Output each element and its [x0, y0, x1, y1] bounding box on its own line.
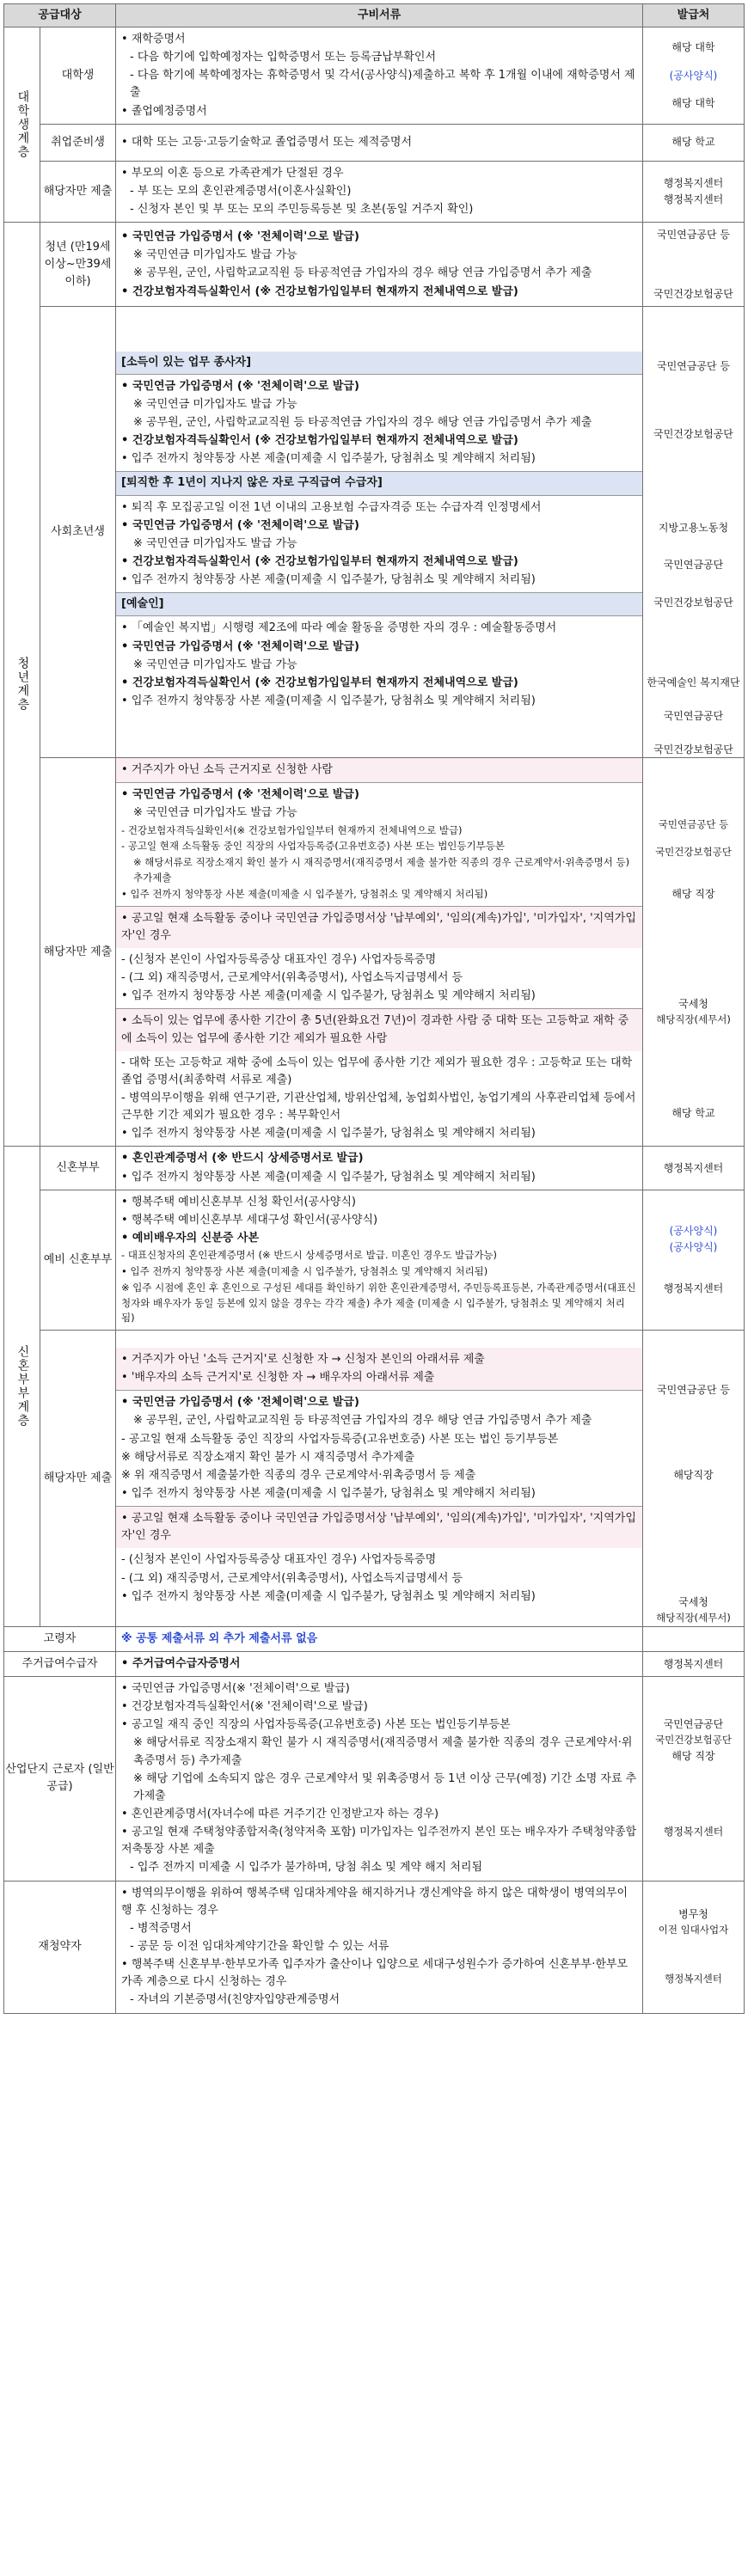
- issuer-cell: [643, 1331, 745, 1627]
- section-title: [예술인]: [116, 592, 642, 616]
- issuer: 행정복지센터: [663, 1657, 724, 1670]
- issuer: 행정복지센터: [663, 193, 724, 206]
- section-title: [소득이 있는 업무 종사자]: [116, 352, 642, 375]
- table-row: [4, 1190, 745, 1330]
- row-label: 주거급여수급자: [4, 1651, 116, 1676]
- doc-line: • 건강보험자격득실확인서 (※ 건강보험가입일부터 현재까지 전체내역으로 발급): [121, 676, 518, 689]
- issuer: 국민건강보험공단: [655, 1734, 732, 1747]
- docs-cell: [116, 758, 643, 1147]
- issuer-cell: [643, 307, 745, 758]
- docs-cell: [116, 1881, 643, 2013]
- row-label: 취업준비생: [40, 124, 116, 161]
- doc-line: - (신청자 본인이 사업자등록증상 대표자인 경우) 사업자등록증명: [121, 952, 437, 966]
- doc-line: • 공고일 재직 중인 직장의 사업자등록증(고유번호증) 사본 또는 법인등기부등본: [121, 1718, 511, 1732]
- docs-cell: [116, 1190, 643, 1330]
- doc-line: ※ 국민연금 미가입자도 발급 가능: [133, 248, 297, 262]
- header-issuer: 발급처: [643, 4, 745, 28]
- doc-line: ※ 공무원, 군인, 사립학교교직원 등 타공적연금 가입자의 경우 해당 연금 가입증명서 추가 제출: [133, 1414, 592, 1428]
- issuer-cell: [643, 124, 745, 161]
- issuer-cell: [643, 223, 745, 307]
- issuer: 국민연금공단 등: [658, 818, 729, 831]
- doc-line: ※ 해당서류로 직장소재지 확인 불가 시 재직증명서(재직증명서 제출 불가한 직종의 경우 근로계약서·위촉증명서 등) 추가제출: [133, 1736, 633, 1767]
- group-label-youth: 청년계층: [15, 657, 30, 713]
- doc-line: • '배우자의 소득 근거지'로 신청한 자 → 배우자의 아래서류 제출: [121, 1371, 435, 1385]
- issuer: 지방고용노동청: [658, 521, 729, 534]
- issuer: 해당 대학: [671, 97, 715, 110]
- issuer: 해당직장(세무서): [656, 1611, 731, 1624]
- doc-line: ※ 국민연금 미가입자도 발급 가능: [133, 536, 297, 550]
- table-row: [4, 1626, 745, 1651]
- issuer: 행정복지센터: [663, 1826, 724, 1839]
- doc-line: • 입주 전까지 청약통장 사본 제출(미제출 시 입주불가, 당첨취소 및 계약해지 처리됨): [121, 989, 536, 1003]
- row-label: 재청약자: [4, 1881, 116, 2013]
- doc-line: ※ 국민연금 미가입자도 발급 가능: [133, 806, 297, 820]
- issuer: 행정복지센터: [665, 1973, 722, 1986]
- doc-line: ※ 해당 기업에 소속되지 않은 경우 근로계약서 및 위촉증명서 등 1년 이상 근무(예정) 기간 소명 자료 추가제출: [133, 1771, 637, 1802]
- doc-line: - 건강보험자격득실확인서(※ 건강보험가입일부터 현재까지 전체내역으로 발급): [121, 823, 463, 836]
- doc-line: ※ 위 재직증명서 제출불가한 직종의 경우 근로계약서·위촉증명서 등 제출: [121, 1468, 476, 1482]
- issuer: 해당직장(세무서): [656, 1013, 731, 1025]
- doc-line: • 대학 또는 고등·고등기술학교 졸업증명서 또는 제적증명서: [121, 135, 413, 149]
- doc-line: • 부모의 이혼 등으로 가족관계가 단절된 경우: [121, 166, 344, 180]
- issuer: 국민연금공단: [663, 1718, 724, 1731]
- doc-line: • 거주지가 아닌 소득 근거지로 신청한 사람: [121, 763, 333, 777]
- issuer: 한국예술인 복지재단: [647, 676, 740, 689]
- issuer: 해당 학교: [671, 136, 715, 149]
- table-row: [4, 1677, 745, 1882]
- doc-line: - 다음 학기에 복학예정자는 휴학증명서 및 각서(공사양식)제출하고 복학 후 1개월 이내에 재학증명서 제출: [130, 69, 635, 100]
- table-row: [4, 223, 745, 307]
- doc-line: • 퇴직 후 모집공고일 이전 1년 이내의 고용보험 수급자격증 또는 수급자격 인정명세서: [121, 500, 542, 514]
- issuer: 국세청: [678, 1596, 708, 1609]
- doc-line: • 건강보험자격득실확인서 (※ 건강보험가입일부터 현재까지 전체내역으로 발급): [121, 434, 518, 448]
- docs-cell: [116, 1147, 643, 1190]
- issuer-cell: [643, 1626, 745, 1651]
- doc-line: - 병역의무이행을 위해 연구기관, 기관산업체, 방위산업체, 농업회사법인, 농업기계의 사후관리업체 등에서 근무한 기간 제외가 필요한 경우 : 복무확인서: [121, 1091, 636, 1123]
- issuer: 국세청: [678, 998, 708, 1011]
- doc-line: • 「예술인 복지법」시행령 제2조에 따라 예술 활동을 증명한 자의 경우 : 예술활동증명서: [121, 621, 557, 635]
- group-cell: [4, 28, 40, 223]
- issuer-cell: [643, 1190, 745, 1330]
- docs-cell: [116, 1677, 643, 1882]
- doc-line: • 소득이 있는 업무에 종사한 기간이 총 5년(완화요건 7년)이 경과한 사람 중 대학 또는 고등학교 재학 중에 소득이 있는 업무에 종사한 기간 제외가 필요한 사람: [121, 1014, 629, 1045]
- table-row: [4, 1651, 745, 1676]
- doc-line: • 졸업예정증명서: [121, 104, 207, 118]
- docs-cell: [116, 1626, 643, 1651]
- doc-line: • 입주 전까지 청약통장 사본 제출(미제출 시 입주불가, 당첨취소 및 계약해지 처리됨): [121, 1589, 536, 1603]
- issuer: 해당 직장: [671, 1749, 715, 1762]
- doc-line: ※ 공무원, 군인, 사립학교교직원 등 타공적연금 가입자의 경우 해당 연금 가입증명서 추가 제출: [133, 415, 592, 429]
- doc-line: • 혼인관계증명서(자녀수에 따른 거주기간 인정받고자 하는 경우): [121, 1808, 439, 1820]
- doc-line: • 공고일 현재 소득활동 중이나 국민연금 가입증명서상 '납부예외', '임의(계속)가입', '미가입자', '지역가입자'인 경우: [121, 911, 636, 942]
- doc-line: - 대표신청자의 혼인관계증명서 (※ 반드시 상세증명서로 발급. 미혼인 경우도 발급가능): [121, 1249, 498, 1262]
- document-table: [3, 3, 745, 2014]
- doc-line: • 병역의무이행을 위하여 행복주택 임대차계약을 해지하거나 갱신계약을 하지 않은 대학생이 병역의무이행 후 신청하는 경우: [121, 1886, 628, 1917]
- doc-line: ※ 공통 제출서류 외 추가 제출서류 없음: [121, 1631, 318, 1645]
- issuer: 해당 대학: [671, 40, 715, 53]
- issuer: 국민연금공단 등: [657, 1384, 730, 1397]
- issuer: 국민건강보험공단: [655, 845, 732, 858]
- doc-line: ※ 국민연금 미가입자도 발급 가능: [133, 658, 297, 671]
- group-label-newlywed: 신혼부부계층: [15, 1345, 30, 1429]
- doc-line: • 공고일 현재 소득활동 중이나 국민연금 가입증명서상 '납부예외', '임의(계속)가입', '미가입자', '지역가입자'인 경우: [121, 1512, 636, 1543]
- row-label: 해당자만 제출: [40, 161, 116, 222]
- row-label: 신혼부부: [40, 1147, 116, 1190]
- row-label: 예비 신혼부부: [40, 1190, 116, 1330]
- doc-line: - (신청자 본인이 사업자등록증상 대표자인 경우) 사업자등록증명: [121, 1553, 437, 1567]
- issuer: 행정복지센터: [663, 1282, 724, 1295]
- issuer: 국민건강보험공단: [653, 428, 733, 441]
- issuer: 국민건강보험공단: [653, 596, 733, 609]
- group-cell: [4, 223, 40, 1147]
- table-row: [4, 124, 745, 161]
- doc-line: • 입주 전까지 청약통장 사본 제출(미제출 시 입주불가, 당첨취소 및 계약해지 처리됨): [121, 887, 488, 900]
- doc-line: • 행복주택 예비신혼부부 신청 확인서(공사양식): [121, 1195, 356, 1208]
- doc-line: • 국민연금 가입증명서 (※ '전체이력'으로 발급): [121, 639, 359, 653]
- doc-line: - 공고일 현재 소득활동 중인 직장의 사업자등록증(고유번호증) 사본 또는 법인등기부등본: [121, 840, 505, 853]
- doc-line: - 다음 학기에 입학예정자는 입학증명서 또는 등록금납부확인서: [130, 51, 437, 64]
- doc-line: • 입주 전까지 청약통장 사본 제출(미제출 시 입주불가, 당첨취소 및 계약해지 처리됨): [121, 452, 536, 466]
- row-label: 해당자만 제출: [40, 1331, 116, 1627]
- issuer: 행정복지센터: [663, 1161, 724, 1174]
- doc-line: - 병적증명서: [130, 1921, 192, 1935]
- doc-line: ※ 해당서류로 직장소재지 확인 불가 시 재직증명서 추가제출: [121, 1450, 415, 1464]
- issuer-cell: [643, 1651, 745, 1676]
- doc-line: ※ 입주 시점에 혼인 후 혼인으로 구성된 세대를 확인하기 위한 혼인관계증명서, 주민등록표등본, 가족관계증명서(대표신청자와 배우자가 동일 등본에 있지 않을 경우는 각각 제출) 추가 제출 (미제출 시 입주불가, 당첨취소 및 계약해지 처리됨): [121, 1281, 636, 1325]
- doc-line: - 자녀의 기본증명서(친양자입양관계증명서: [130, 1993, 340, 2007]
- issuer-cell: [643, 1147, 745, 1190]
- docs-cell: [116, 1651, 643, 1676]
- docs-cell: [116, 1331, 643, 1627]
- section-title: [퇴직한 후 1년이 지나지 않은 자로 구직급여 수급자]: [116, 471, 642, 495]
- table-header-row: [4, 4, 745, 28]
- issuer-cell: [643, 28, 745, 125]
- doc-line: • 국민연금 가입증명서 (※ '전체이력'으로 발급): [121, 1396, 359, 1410]
- doc-line: • 입주 전까지 청약통장 사본 제출(미제출 시 입주불가, 당첨취소 및 계약해지 처리됨): [121, 1127, 536, 1141]
- doc-line: - 신청자 본인 및 부 또는 모의 주민등록등본 및 초본(동일 거주지 확인): [130, 203, 474, 217]
- doc-line: • 입주 전까지 청약통장 사본 제출(미제출 시 입주불가, 당첨취소 및 계약해지 처리됨): [121, 1170, 536, 1184]
- doc-line: • 거주지가 아닌 '소득 근거지'로 신청한 자 → 신청자 본인의 아래서류 제출: [121, 1353, 485, 1367]
- issuer: 국민연금공단: [663, 559, 724, 572]
- row-label: 산업단지 근로자 (일반공급): [4, 1677, 116, 1882]
- table-row: [4, 1881, 745, 2013]
- doc-line: • 국민연금 가입증명서 (※ '전체이력'으로 발급): [121, 230, 359, 244]
- issuer-cell: [643, 758, 745, 1147]
- issuer-cell: [643, 1677, 745, 1882]
- issuer: 국민건강보험공단: [653, 287, 733, 300]
- table-row: [4, 307, 745, 758]
- document-page: [3, 3, 745, 2014]
- doc-line: - 공문 등 이전 임대차계약기간을 확인할 수 있는 서류: [130, 1939, 389, 1953]
- group-cell: [4, 1147, 40, 1626]
- issuer: 국민연금공단 등: [657, 360, 730, 373]
- issuer: 행정복지센터: [663, 177, 724, 190]
- doc-line: • 국민연금 가입증명서(※ '전체이력'으로 발급): [121, 1682, 350, 1696]
- doc-line: • 공고일 현재 주택청약종합저축(청약저축 포함) 미가입자는 입주전까지 본인 또는 배우자가 주택청약종합저축통장 사본 제출: [121, 1826, 637, 1857]
- issuer: 국민건강보험공단: [653, 743, 733, 756]
- header-documents: 구비서류: [116, 4, 643, 28]
- doc-line: - 대학 또는 고등학교 재학 중에 소득이 있는 업무에 종사한 기간 제외가 필요한 경우 : 고등학교 또는 대학 졸업 증명서(최종학력 서류로 제출): [121, 1055, 633, 1086]
- table-row: [4, 28, 745, 125]
- doc-line: • 행복주택 신혼부부·한부모가족 입주자가 출산이나 입양으로 세대구성원수가 증가하여 신혼부부·한부모가족 계층으로 다시 신청하는 경우: [121, 1958, 628, 1989]
- issuer: 해당 직장: [671, 887, 715, 900]
- row-label: 청년 (만19세이상~만39세이하): [40, 223, 116, 307]
- doc-line: ※ 국민연금 미가입자도 발급 가능: [133, 397, 297, 411]
- docs-cell: [116, 124, 643, 161]
- doc-line: - (그 외) 재직증명서, 근로계약서(위촉증명서), 사업소득지급명세서 등: [121, 971, 463, 985]
- doc-line: • 입주 전까지 청약통장 사본 제출(미제출 시 입주불가, 당첨취소 및 계약해지 처리됨): [121, 1264, 488, 1277]
- doc-line: • 혼인관계증명서 (※ 반드시 상세증명서로 발급): [121, 1152, 364, 1166]
- group-label-univ: 대학생계층: [15, 90, 30, 160]
- issuer: 국민연금공단 등: [657, 229, 730, 242]
- row-label: 대학생: [40, 28, 116, 125]
- issuer: 해당직장: [673, 1468, 714, 1481]
- table-row: [4, 161, 745, 222]
- issuer: 해당 학교: [671, 1106, 715, 1119]
- doc-line: • 국민연금 가입증명서 (※ '전체이력'으로 발급): [121, 518, 359, 532]
- issuer: (공사양식): [669, 69, 718, 82]
- docs-cell: [116, 223, 643, 307]
- doc-line: • 예비배우자의 신분증 사본: [121, 1231, 260, 1245]
- doc-line: • 입주 전까지 청약통장 사본 제출(미제출 시 입주불가, 당첨취소 및 계약해지 처리됨): [121, 694, 536, 707]
- doc-line: • 주거급여수급자증명서: [121, 1656, 241, 1670]
- doc-line: - 부 또는 모의 혼인관계증명서(이혼사실확인): [130, 184, 352, 198]
- doc-line: • 국민연금 가입증명서 (※ '전체이력'으로 발급): [121, 788, 359, 802]
- doc-line: ※ 공무원, 군인, 사립학교교직원 등 타공적연금 가입자의 경우 해당 연금 가입증명서 추가 제출: [133, 266, 592, 280]
- table-row: [4, 758, 745, 1147]
- row-label: 해당자만 제출: [40, 758, 116, 1147]
- row-label: 고령자: [4, 1626, 116, 1651]
- doc-line: • 건강보험자격득실확인서 (※ 건강보험가입일부터 현재까지 전체내역으로 발급): [121, 554, 518, 568]
- issuer-cell: [643, 1881, 745, 2013]
- doc-line: • 입주 전까지 청약통장 사본 제출(미제출 시 입주불가, 당첨취소 및 계약해지 처리됨): [121, 1487, 536, 1500]
- doc-line: • 국민연금 가입증명서 (※ '전체이력'으로 발급): [121, 379, 359, 393]
- doc-line: - 공고일 현재 소득활동 중인 직장의 사업자등록증(고유번호증) 사본 또는 법인 등기부등본: [121, 1432, 559, 1446]
- doc-line: • 건강보험자격득실확인서(※ '전체이력'으로 발급): [121, 1700, 368, 1714]
- table-row: [4, 1331, 745, 1627]
- table-row: [4, 1147, 745, 1190]
- header-target: 공급대상: [4, 4, 116, 28]
- row-label: 사회초년생: [40, 307, 116, 758]
- doc-line: • 행복주택 예비신혼부부 세대구성 확인서(공사양식): [121, 1213, 378, 1227]
- doc-line: ※ 해당서류로 직장소재지 확인 불가 시 재직증명서(재직증명서 제출 불가한 직종의 경우 근로계약서·위촉증명서 등) 추가제출: [133, 856, 630, 884]
- doc-line: - (그 외) 재직증명서, 근로계약서(위촉증명서), 사업소득지급명세서 등: [121, 1571, 463, 1585]
- docs-cell: [116, 161, 643, 222]
- docs-cell: [116, 28, 643, 125]
- doc-line: - 입주 전까지 미제출 시 입주가 불가하며, 당첨 취소 및 계약 해지 처리됨: [130, 1861, 483, 1875]
- issuer-cell: [643, 161, 745, 222]
- issuer: (공사양식): [669, 1225, 718, 1237]
- issuer: 병무청: [678, 1907, 708, 1920]
- doc-line: • 재학증명서: [121, 33, 186, 46]
- issuer: 이전 임대사업자: [658, 1923, 729, 1936]
- issuer: (공사양식): [669, 1240, 718, 1253]
- doc-line: • 건강보험자격득실확인서 (※ 건강보험가입일부터 현재까지 전체내역으로 발급): [121, 285, 518, 298]
- issuer: 국민연금공단: [663, 710, 724, 723]
- doc-line: • 입주 전까지 청약통장 사본 제출(미제출 시 입주불가, 당첨취소 및 계약해지 처리됨): [121, 573, 536, 587]
- docs-cell: [116, 307, 643, 758]
